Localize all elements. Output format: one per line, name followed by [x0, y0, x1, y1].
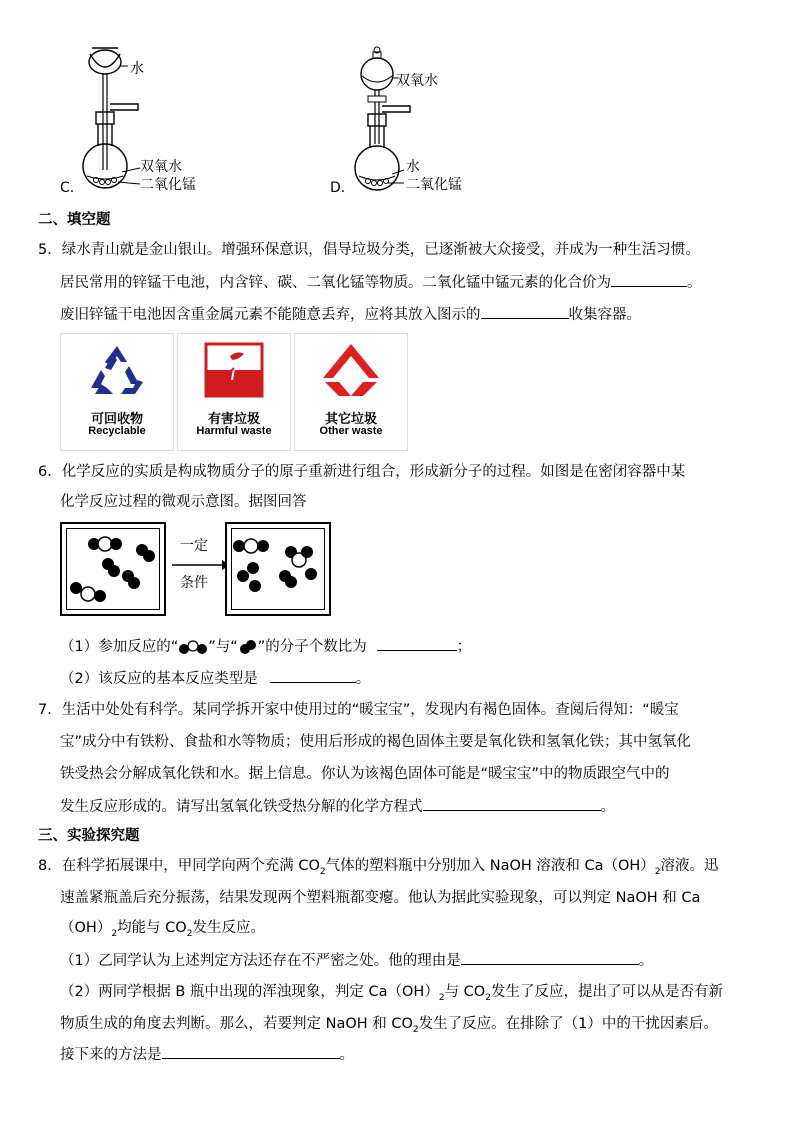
q6-answer-blank-2[interactable]	[270, 668, 356, 683]
q6-sub-1: （1）参加反应的“ ”与“ ”的分子个数比为 ；	[60, 636, 471, 657]
q8-sub-2: （2）两同学根据 B 瓶中出现的浑浊现象，判定 $Ca(OH)_2$与 $CO_2$发生了反应，提出了可以从是否有新	[60, 984, 723, 1003]
q7-line-3: 铁受热会分解成氧化铁和水。据上信息。你认为该褐色固体可能是“暖宝宝”中的物质跟空气中的	[60, 766, 670, 782]
reaction-after-box	[225, 522, 331, 616]
q5-line-3: 废旧锌锰干电池因含重金属元素不能随意丢弃，应将其放入图示的 收集容器。	[60, 304, 641, 325]
q8-line-b3: 接下来的方法是 。	[60, 1044, 354, 1065]
q8-answer-blank-2[interactable]	[162, 1044, 340, 1059]
recycle-icon	[61, 334, 173, 406]
bin-recyclable-en: Recyclable	[88, 425, 146, 437]
q6-answer-blank-1[interactable]	[377, 636, 457, 651]
q6-line-2: 化学反应过程的微观示意图。据图回答	[60, 494, 307, 510]
c-h2o2-label: 双氧水	[140, 159, 182, 175]
q8-line-2: 速盖紧瓶盖后充分振荡，结果发现两个塑料瓶都变瘪。他认为据此实验现象，可以判定 NaOH 和 Ca	[60, 890, 701, 906]
q5-line-1: 5．绿水青山就是金山银山。增强环保意识，倡导垃圾分类，已逐渐被大众接受，并成为一种生活习惯。	[38, 242, 700, 258]
q8-answer-blank-1[interactable]	[461, 950, 639, 965]
section-heading-experiment: 三、实验探究题	[38, 828, 140, 844]
d-water-label: 水	[406, 159, 420, 175]
three-atom-molecule-icon	[178, 640, 208, 654]
arrow-condition-bottom: 条件	[180, 575, 208, 591]
d-option-label: D.	[330, 180, 346, 196]
reaction-before-box	[60, 522, 166, 616]
q7-answer-blank[interactable]	[423, 796, 601, 811]
molecules-before	[62, 524, 164, 614]
molecules-after	[227, 524, 329, 614]
q7-line-4: 发生反应形成的。请写出氢氧化铁受热分解的化学方程式 。	[60, 796, 615, 817]
bin-harmful-cn: 有害垃圾	[207, 411, 260, 426]
c-option-label: C.	[60, 180, 75, 196]
q5-line-2: 居民常用的锌锰干电池，内含锌、碳、二氧化锰等物质。二氧化锰中锰元素的化合价为 。	[60, 272, 702, 293]
q6-line-1: 6．化学反应的实质是构成物质分子的原子重新进行组合，形成新分子的过程。如图是在密闭容器中某	[38, 464, 686, 480]
bin-other-en: Other waste	[319, 425, 383, 437]
harmful-waste-icon	[178, 334, 290, 406]
apparatus-d	[330, 40, 530, 200]
bin-other-cn: 其它垃圾	[324, 411, 377, 426]
bin-other	[294, 333, 408, 451]
bin-harmful-en: Harmful waste	[196, 425, 272, 437]
q5-answer-blank-1[interactable]	[611, 272, 687, 287]
q5-answer-blank-2[interactable]	[481, 304, 569, 319]
d-mno2-label: 二氧化锰	[406, 177, 462, 193]
other-waste-icon	[295, 334, 407, 406]
bin-harmful	[177, 333, 291, 451]
apparatus-c	[60, 40, 260, 200]
q8-line-1: 8．在科学拓展课中，甲同学向两个充满 $CO_2$气体的塑料瓶中分别加入 NaOH 溶液和 $Ca(OH)_2$溶液。迅	[38, 858, 719, 877]
q7-line-1: 7．生活中处处有科学。某同学拆开家中使用过的“暖宝宝”，发现内有褐色固体。查阅后得知：“暖宝	[38, 702, 679, 718]
section-heading-fill-blank: 二、填空题	[38, 212, 111, 228]
q8-sub-1: （1）乙同学认为上述判定方法还存在不严密之处。他的理由是 。	[60, 950, 653, 971]
q7-line-2: 宝”成分中有铁粉、食盐和水等物质；使用后形成的褐色固体主要是氧化铁和氢氧化铁；其中氢氧化	[60, 734, 692, 750]
d-h2o2-label: 双氧水	[396, 73, 438, 89]
c-water-label: 水	[130, 61, 144, 77]
diatomic-molecule-icon	[238, 640, 258, 654]
q8-line-3: $(OH)_2$均能与 $CO_2$发生反应。	[60, 920, 265, 939]
c-mno2-label: 二氧化锰	[140, 177, 196, 193]
q8-line-b2: 物质生成的角度去判断。那么，若要判定 NaOH 和 $CO_2$发生了反应。在排除了（1）中的干扰因素后。	[60, 1016, 718, 1035]
bin-recyclable	[60, 333, 174, 451]
q6-sub-2: （2）该反应的基本反应类型是 。	[60, 668, 370, 689]
bin-recyclable-cn: 可回收物	[90, 411, 143, 426]
arrow-condition-top: 一定	[180, 538, 208, 554]
